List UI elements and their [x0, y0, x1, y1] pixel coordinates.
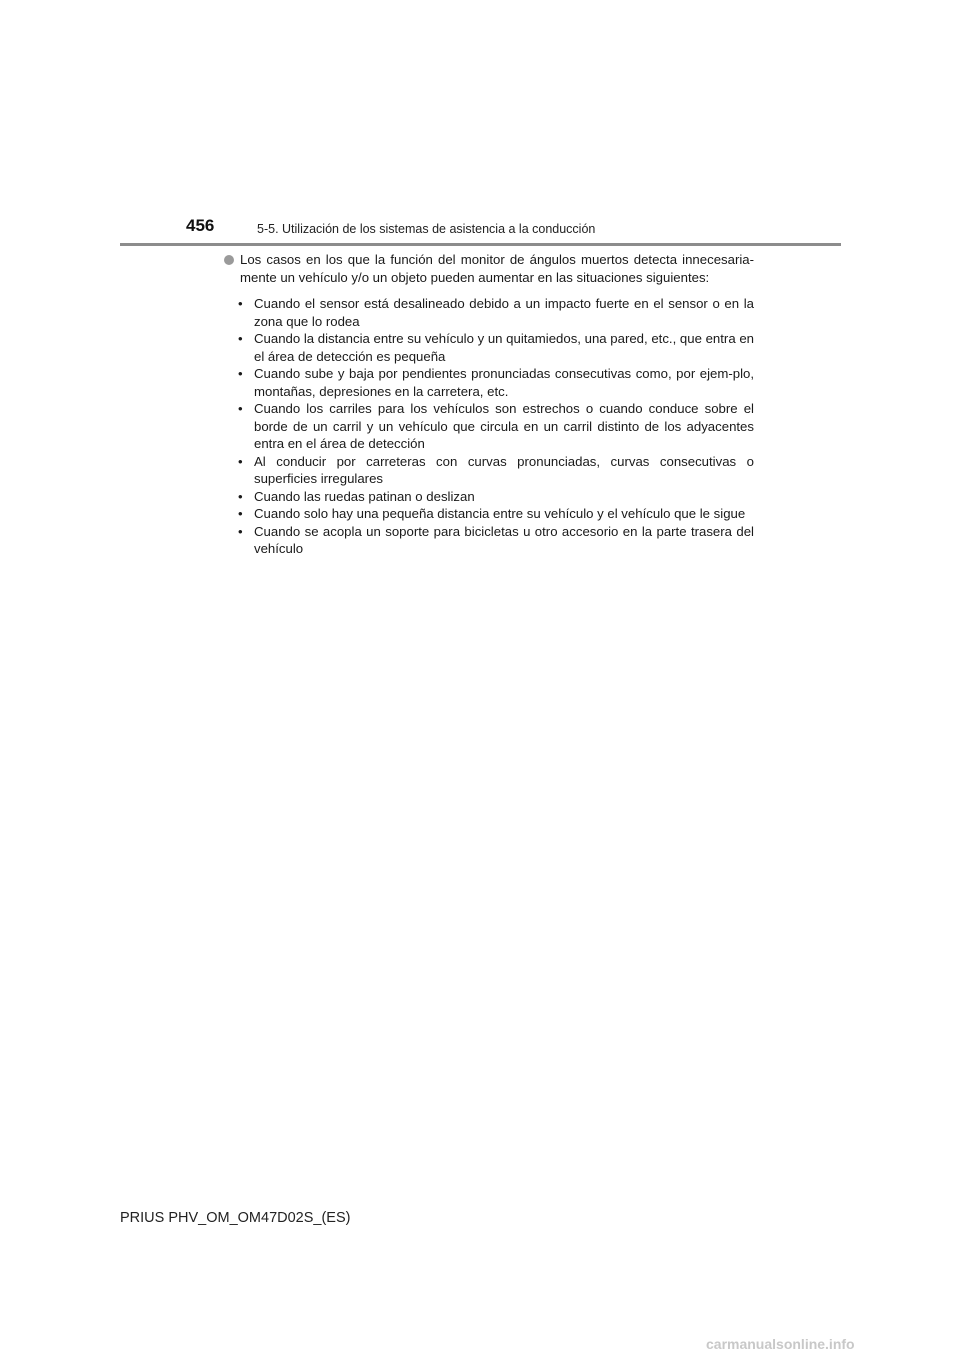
- list-item-text: Cuando solo hay una pequeña distancia entre su vehículo y el vehículo que le sigue: [254, 506, 746, 521]
- bullet-dot-icon: •: [238, 296, 243, 311]
- list-item: [238, 295, 754, 330]
- header-rule: [120, 243, 841, 246]
- list-item: [238, 453, 754, 488]
- list-item: [238, 365, 754, 400]
- bullet-dot-icon: •: [238, 506, 243, 521]
- list-item-text: Cuando el sensor está desalineado debido a un impacto fuerte en el sensor o en la zona que lo rodea: [254, 296, 754, 329]
- circle-bullet-icon: [224, 255, 234, 265]
- list-item: [238, 330, 754, 365]
- list-item: [238, 400, 754, 453]
- bullet-dot-icon: •: [238, 523, 243, 539]
- condition-list: [224, 295, 754, 558]
- bullet-dot-icon: •: [238, 488, 243, 504]
- document-code: PRIUS PHV_OM_OM47D02S_(ES): [120, 1210, 351, 1226]
- list-item-text: Cuando los carriles para los vehículos son estrechos o cuando conduce sobre el borde de un carril y un vehículo que circula en un carril distinto de los adyacentes entra en el área de detección: [254, 401, 754, 451]
- intro-text: Los casos en los que la función del monitor de ángulos muertos detecta innecesaria-mente un vehículo y/o un objeto pueden aumentar en las situaciones siguientes:: [240, 252, 754, 285]
- intro-paragraph: [224, 251, 754, 286]
- page-number: 456: [186, 216, 215, 235]
- watermark: carmanualsonline.info: [706, 1336, 855, 1352]
- list-item: [238, 505, 754, 523]
- bullet-dot-icon: •: [238, 366, 243, 381]
- list-item-text: Cuando las ruedas patinan o deslizan: [254, 488, 475, 504]
- list-item: [238, 488, 754, 506]
- list-item-text: Cuando sube y baja por pendientes pronunciadas consecutivas como, por ejem-plo, montañas, depresiones en la carretera, etc.: [254, 366, 754, 399]
- bullet-dot-icon: •: [238, 331, 243, 346]
- list-item-text: Cuando se acopla un soporte para bicicletas u otro accesorio en la parte trasera del vehículo: [254, 523, 754, 556]
- list-item: [238, 523, 754, 558]
- list-item-text: Al conducir por carreteras con curvas pronunciadas, curvas consecutivas o superficies irregulares: [254, 453, 754, 486]
- main-content: [224, 251, 754, 558]
- bullet-dot-icon: •: [238, 453, 243, 469]
- list-item-text: Cuando la distancia entre su vehículo y un quitamiedos, una pared, etc., que entra en el área de detección es pequeña: [254, 331, 754, 364]
- section-title: 5-5. Utilización de los sistemas de asistencia a la conducción: [257, 222, 596, 236]
- bullet-dot-icon: •: [238, 401, 243, 416]
